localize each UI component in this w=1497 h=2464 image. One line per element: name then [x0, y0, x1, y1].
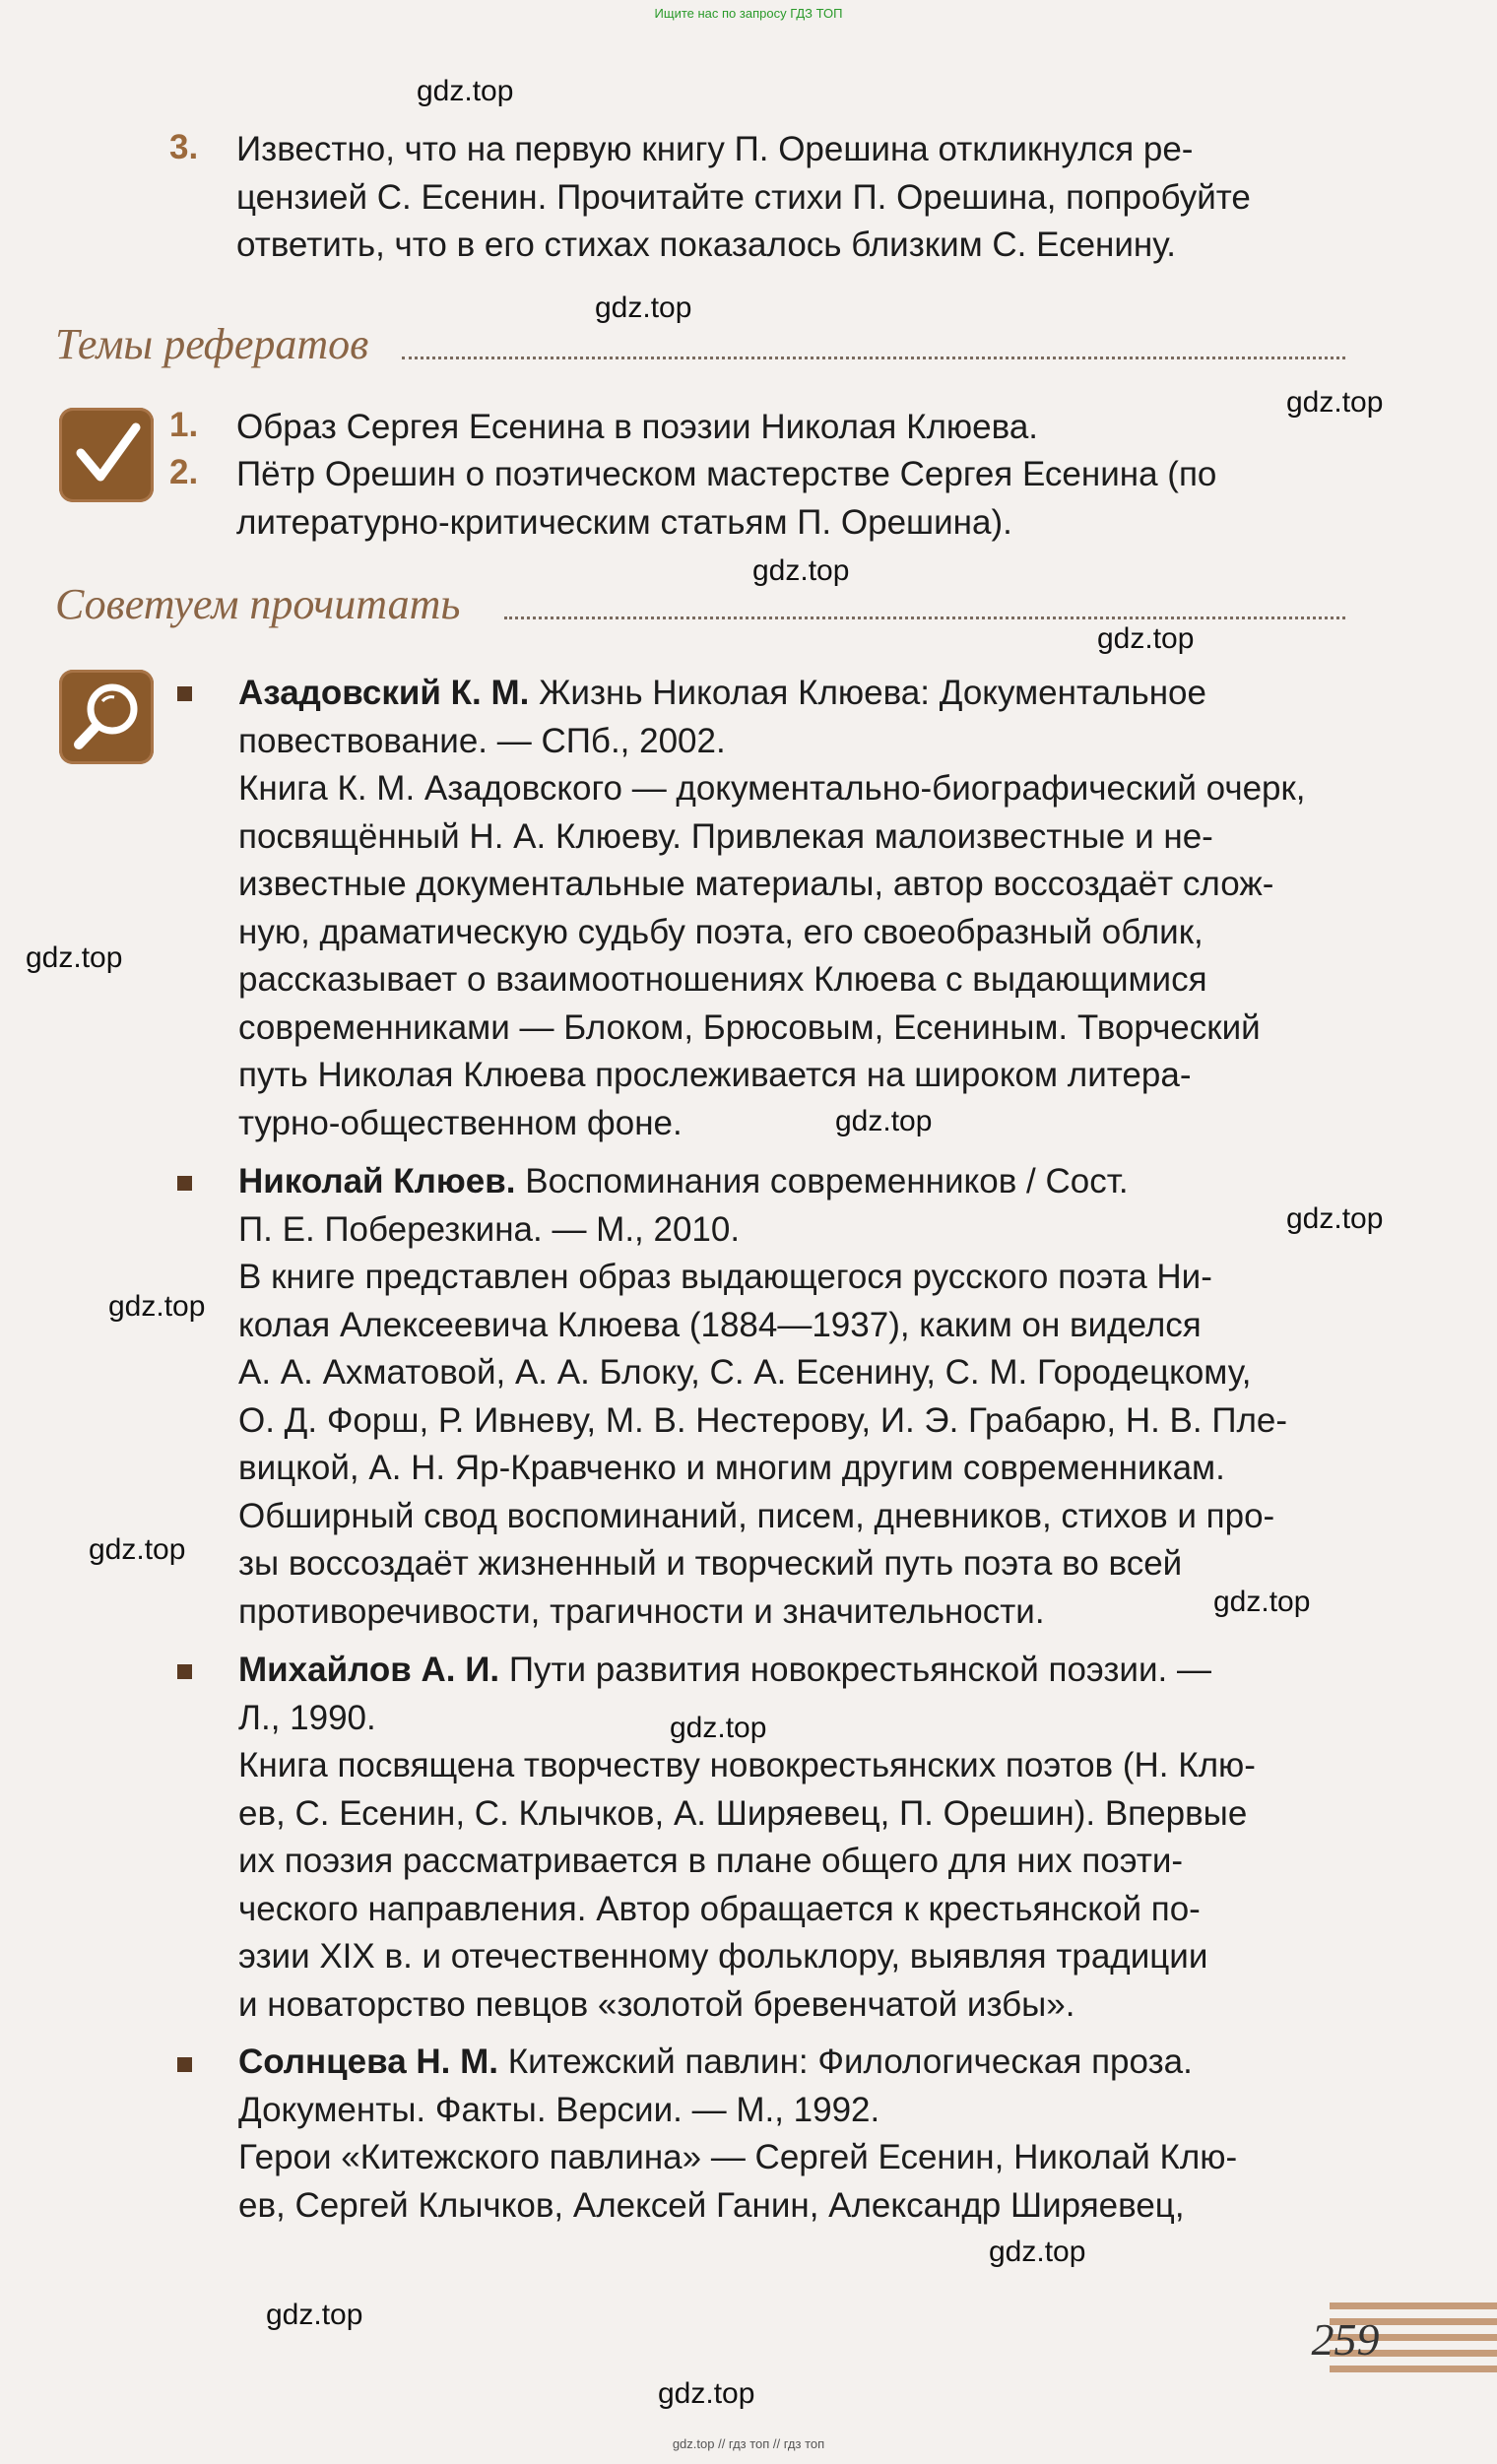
- bullet-marker: [177, 1664, 192, 1679]
- check-icon: [59, 408, 154, 502]
- heading-dotted-rule: [402, 357, 1345, 359]
- text-line: Герои «Китежского павлина» — Сергей Есенин, Николай Клю-: [238, 2138, 1238, 2176]
- text-line: зы воссоздаёт жизненный и творческий путь поэта во всей: [238, 1544, 1183, 1583]
- text-line: колая Алексеевича Клюева (1884—1937), каким он виделся: [238, 1305, 1202, 1344]
- text-line: рассказывает о взаимоотношениях Клюева с выдающимися: [238, 960, 1207, 999]
- text-line: вицкой, А. Н. Яр-Кравченко и многим другим современникам.: [238, 1449, 1225, 1487]
- watermark: gdz.top: [1286, 386, 1384, 419]
- watermark: gdz.top: [835, 1105, 933, 1137]
- text-line: их поэзия рассматривается в плане общего для них поэти-: [238, 1842, 1184, 1880]
- entry-title: Жизнь Николая Клюева: Документальное: [529, 674, 1206, 712]
- text-line: эзии XIX в. и отечественному фольклору, выявляя традиции: [238, 1937, 1208, 1976]
- text-line: Книга посвящена творчеству новокрестьянских поэтов (Н. Клю-: [238, 1746, 1256, 1784]
- text-line: В книге представлен образ выдающегося русского поэта Ни-: [238, 1258, 1212, 1296]
- topic-number: 2.: [169, 453, 199, 491]
- heading-dotted-rule: [504, 616, 1345, 619]
- entry-title: Воспоминания современников / Сост.: [515, 1162, 1129, 1200]
- reading-entry: [238, 1647, 1361, 2029]
- text-line: противоречивости, трагичности и значительности.: [238, 1591, 1045, 1631]
- text-line: цензией С. Есенин. Прочитайте стихи П. Орешина, попробуйте: [236, 177, 1251, 217]
- text-line: ческого направления. Автор обращается к крестьянской по-: [238, 1889, 1201, 1928]
- watermark: gdz.top: [670, 1712, 767, 1744]
- entry-author: Солнцева Н. М.: [238, 2043, 498, 2081]
- watermark: gdz.top: [658, 2377, 755, 2410]
- watermark: gdz.top: [1286, 1202, 1384, 1235]
- text-line: Пётр Орешин о поэтическом мастерстве Сергея Есенина (по: [236, 455, 1217, 493]
- text-line: литературно-критическим статьям П. Орешина).: [236, 502, 1012, 542]
- reading-entry: [238, 2039, 1361, 2230]
- watermark: gdz.top: [108, 1290, 206, 1323]
- watermark: gdz.top: [989, 2236, 1086, 2268]
- topic-item: [236, 404, 1359, 452]
- entry-title: П. Е. Поберезкина. — М., 2010.: [238, 1209, 741, 1249]
- entry-title: Пути развития новокрестьянской поэзии. —: [499, 1651, 1211, 1689]
- watermark: gdz.top: [752, 554, 850, 587]
- watermark: gdz.top: [1213, 1586, 1311, 1618]
- bullet-marker: [177, 686, 192, 701]
- topic-item: [236, 451, 1359, 547]
- text-line: ев, С. Есенин, С. Клычков, А. Ширяевец, П. Орешин). Впервые: [238, 1793, 1248, 1833]
- text-line: современниками — Блоком, Брюсовым, Есениным. Творческий: [238, 1007, 1261, 1047]
- entry-title: Документы. Факты. Версии. — М., 1992.: [238, 2090, 880, 2129]
- entry-title: повествование. — СПб., 2002.: [238, 721, 726, 760]
- text-line: Книга К. М. Азадовского — документально-биографический очерк,: [238, 769, 1306, 808]
- text-line: ответить, что в его стихах показалось близким С. Есенину.: [236, 226, 1176, 264]
- text-line: турно-общественном фоне.: [238, 1103, 683, 1142]
- bullet-marker: [177, 2057, 192, 2072]
- watermark: gdz.top: [1097, 622, 1195, 655]
- reading-entry: [238, 670, 1361, 1147]
- entry-author: Николай Клюев.: [238, 1162, 516, 1200]
- entry-title: Китежский павлин: Филологическая проза.: [498, 2043, 1193, 2081]
- topic-number: 1.: [169, 406, 199, 444]
- task3-text: [236, 126, 1359, 270]
- entry-title: Л., 1990.: [238, 1698, 376, 1737]
- text-line: Образ Сергея Есенина в поэзии Николая Клюева.: [236, 408, 1039, 446]
- header-note: Ищите нас по запросу ГДЗ ТОП: [654, 6, 843, 21]
- task-number: 3.: [169, 128, 199, 166]
- text-line: А. А. Ахматовой, А. А. Блоку, С. А. Есенину, С. М. Городецкому,: [238, 1353, 1252, 1392]
- magnifier-icon: [59, 670, 154, 764]
- text-line: Известно, что на первую книгу П. Орешина откликнулся ре-: [236, 130, 1194, 168]
- text-line: ев, Сергей Клычков, Алексей Ганин, Александр Ширяевец,: [238, 2185, 1185, 2225]
- text-line: известные документальные материалы, автор воссоздаёт слож-: [238, 865, 1274, 903]
- reading-heading: Советуем прочитать: [55, 580, 461, 628]
- bullet-marker: [177, 1176, 192, 1191]
- text-line: и новаторство певцов «золотой бревенчатой избы».: [238, 1984, 1075, 2024]
- topics-heading: Темы рефератов: [55, 320, 369, 368]
- entry-author: Азадовский К. М.: [238, 674, 530, 712]
- entry-author: Михайлов А. И.: [238, 1651, 500, 1689]
- watermark: gdz.top: [595, 292, 692, 324]
- text-line: посвящённый Н. А. Клюеву. Привлекая малоизвестные и не-: [238, 816, 1213, 856]
- watermark: gdz.top: [417, 75, 514, 107]
- watermark: gdz.top: [89, 1533, 186, 1566]
- text-line: О. Д. Форш, Р. Ивневу, М. В. Нестерову, И. Э. Грабарю, Н. В. Пле-: [238, 1400, 1288, 1440]
- page-number: 259: [1311, 2313, 1380, 2365]
- footer-note: gdz.top // гдз топ // гдз топ: [672, 2436, 825, 2451]
- text-line: ную, драматическую судьбу поэта, его своеобразный облик,: [238, 912, 1204, 951]
- watermark: gdz.top: [26, 941, 123, 974]
- reading-entry: [238, 1158, 1361, 1636]
- text-line: путь Николая Клюева прослеживается на широком литера-: [238, 1056, 1192, 1094]
- text-line: Обширный свод воспоминаний, писем, дневников, стихов и про-: [238, 1496, 1275, 1535]
- watermark: gdz.top: [266, 2299, 363, 2331]
